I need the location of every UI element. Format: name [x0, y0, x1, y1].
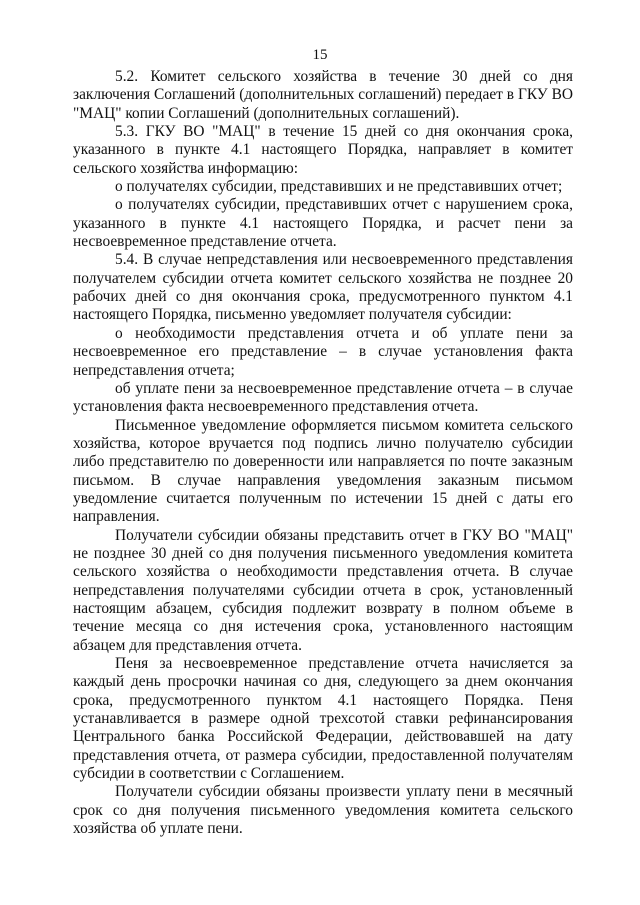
paragraph-penalty: Пеня за несвоевременное представление отчета начисляется за каждый день просрочки начиная со дня, следующего за днем окончания срока, предусмотренного пунктом 4.1 настоящего Порядка. Пеня устанавливается в размере одной трехсотой ставки рефинансирования Центрального банка Российской Федерации, действовавшей на дату представления отчета, от размера субсидии, предоставленной получателям субсидии в соответствии с Соглашением. [73, 655, 573, 783]
paragraph-5-3-item-2: о получателях субсидии, представивших отчет с нарушением срока, указанного в пункте 4.1 настоящего Порядка, и расчет пени за несвоевременное представление отчета. [73, 196, 573, 251]
paragraph-5-4-item-1: о необходимости представления отчета и об уплате пени за несвоевременное его представление – в случае установления факта непредставления отчета; [73, 324, 573, 379]
paragraph-penalty-payment: Получатели субсидии обязаны произвести уплату пени в месячный срок со дня получения письменного уведомления комитета сельского хозяйства об уплате пени. [73, 783, 573, 838]
page-number: 15 [312, 47, 328, 63]
paragraph-5-3: 5.3. ГКУ ВО "МАЦ" в течение 15 дней со дня окончания срока, указанного в пункте 4.1 настоящего Порядка, направляет в комитет сельского хозяйства информацию: [73, 123, 573, 177]
paragraph-report-deadline: Получатели субсидии обязаны представить отчет в ГКУ ВО "МАЦ" не позднее 30 дней со дня получения письменного уведомления комитета сельского хозяйства о необходимости представления отчета. В случае непредставления получателями субсидии отчета в срок, установленный настоящим абзацем, субсидия подлежит возврату в полном объеме в течение месяца со дня истечения срока, установленного настоящим абзацем для представления отчета. [73, 526, 573, 654]
document-body [73, 68, 573, 838]
paragraph-5-4: 5.4. В случае непредставления или несвоевременного представления получателем субсидии отчета комитет сельского хозяйства не позднее 20 рабочих дней со дня окончания срока, предусмотренного пунктом 4.1 настоящего Порядка, письменно уведомляет получателя субсидии: [73, 251, 573, 324]
paragraph-5-3-item-1: о получателях субсидии, представивших и не представивших отчет; [115, 178, 563, 196]
paragraph-5-2: 5.2. Комитет сельского хозяйства в течение 30 дней со дня заключения Соглашений (дополнительных соглашений) передает в ГКУ ВО "МАЦ" копии Соглашений (дополнительных соглашений). [73, 68, 573, 122]
paragraph-5-4-item-2: об уплате пени за несвоевременное представление отчета – в случае установления факта несвоевременного представления отчета. [73, 379, 573, 416]
paragraph-notification: Письменное уведомление оформляется письмом комитета сельского хозяйства, которое вручается под подпись лично получателю субсидии либо представителю по доверенности или направляется по почте заказным письмом. В случае направления уведомления заказным письмом уведомление считается полученным по истечении 15 дней с даты его направления. [73, 416, 573, 526]
